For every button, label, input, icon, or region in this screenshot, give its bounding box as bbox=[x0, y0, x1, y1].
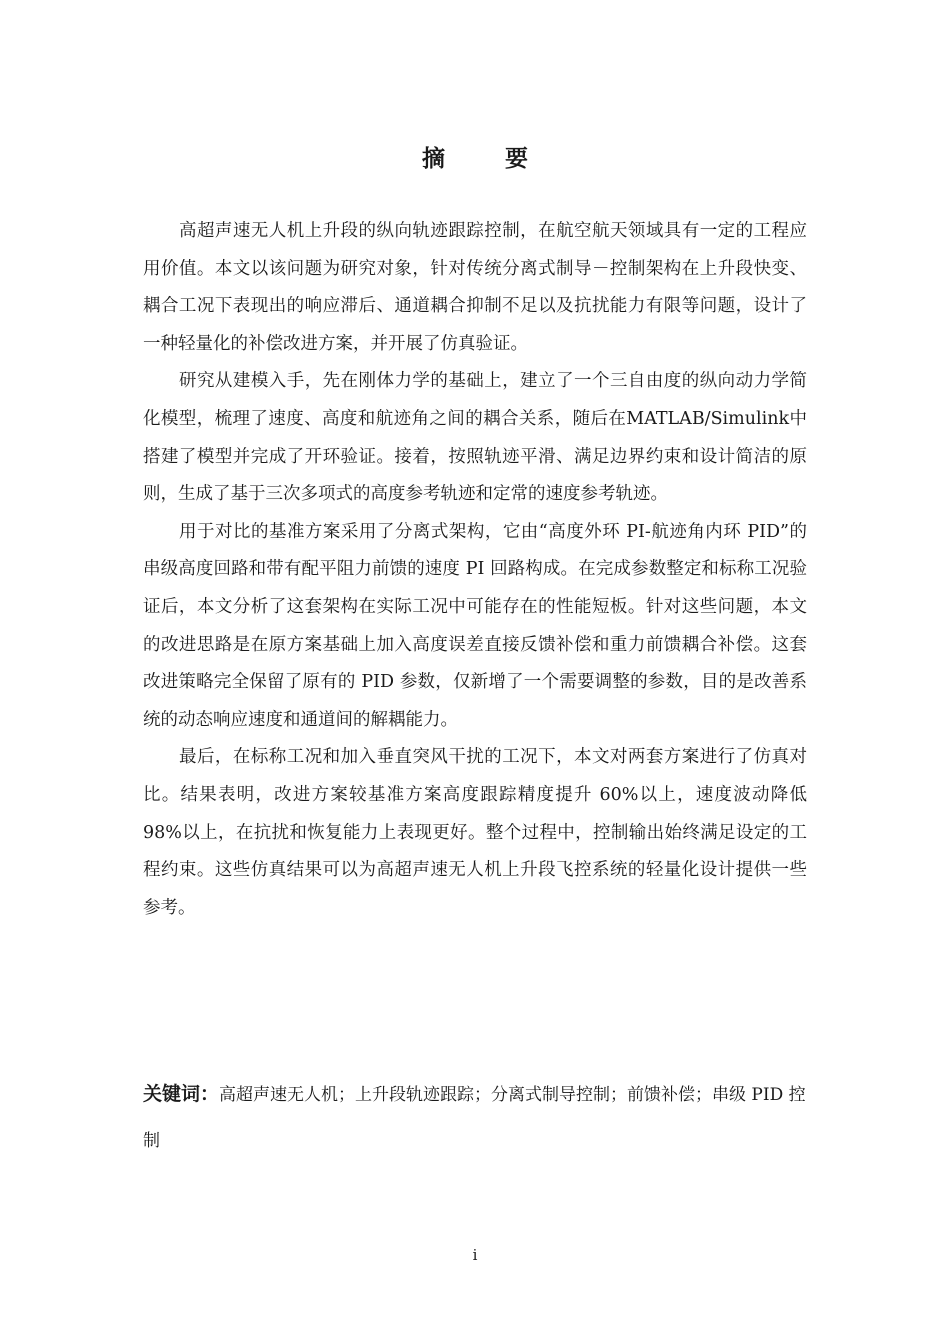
abstract-body bbox=[143, 213, 807, 927]
page-number: i bbox=[472, 1246, 478, 1264]
keywords-text: 高超声速无人机；上升段轨迹跟踪；分离式制导控制；前馈补偿；串级 PID 控制 bbox=[143, 1085, 806, 1151]
abstract-title: 摘 要 bbox=[421, 146, 554, 172]
abstract-paragraph-3: 用于对比的基准方案采用了分离式架构，它由“高度外环 PI-航迹角内环 PID”的串级高度回路和带有配平阻力前馈的速度 PI 回路构成。在完成参数整定和标称工况验证后，本文分析了这套架构在实际工况中可能存在的性能短板。针对这些问题，本文的改进思路是在原方案基础上加入高度误差直接反馈补偿和重力前馈耦合补偿。这套改进策略完全保留了原有的 PID 参数，仅新增了一个需要调整的参数，目的是改善系统的动态响应速度和通道间的解耦能力。 bbox=[143, 521, 807, 730]
keywords-label: 关键词： bbox=[143, 1083, 220, 1105]
abstract-paragraph-4: 最后，在标称工况和加入垂直突风干扰的工况下，本文对两套方案进行了仿真对比。结果表明，改进方案较基准方案高度跟踪精度提升 60%以上，速度波动降低 98%以上，在抗扰和恢复能力上表现更好。整个过程中，控制输出始终满足设定的工程约束。这些仿真结果可以为高超声速无人机上升段飞控系统的轻量化设计提供一些参考。 bbox=[143, 747, 807, 918]
abstract-paragraph-2: 研究从建模入手，先在刚体力学的基础上，建立了一个三自由度的纵向动力学简化模型，梳理了速度、高度和航迹角之间的耦合关系，随后在MATLAB/Simulink中搭建了模型并完成了开环验证。接着，按照轨迹平滑、满足边界约束和设计简洁的原则，生成了基于三次多项式的高度参考轨迹和定常的速度参考轨迹。 bbox=[143, 371, 807, 505]
abstract-paragraph-1: 高超声速无人机上升段的纵向轨迹跟踪控制，在航空航天领域具有一定的工程应用价值。本文以该问题为研究对象，针对传统分离式制导－控制架构在上升段快变、耦合工况下表现出的响应滞后、通道耦合抑制不足以及抗扰能力有限等问题，设计了一种轻量化的补偿改进方案，并开展了仿真验证。 bbox=[143, 221, 807, 354]
keywords-block bbox=[143, 1071, 807, 1164]
